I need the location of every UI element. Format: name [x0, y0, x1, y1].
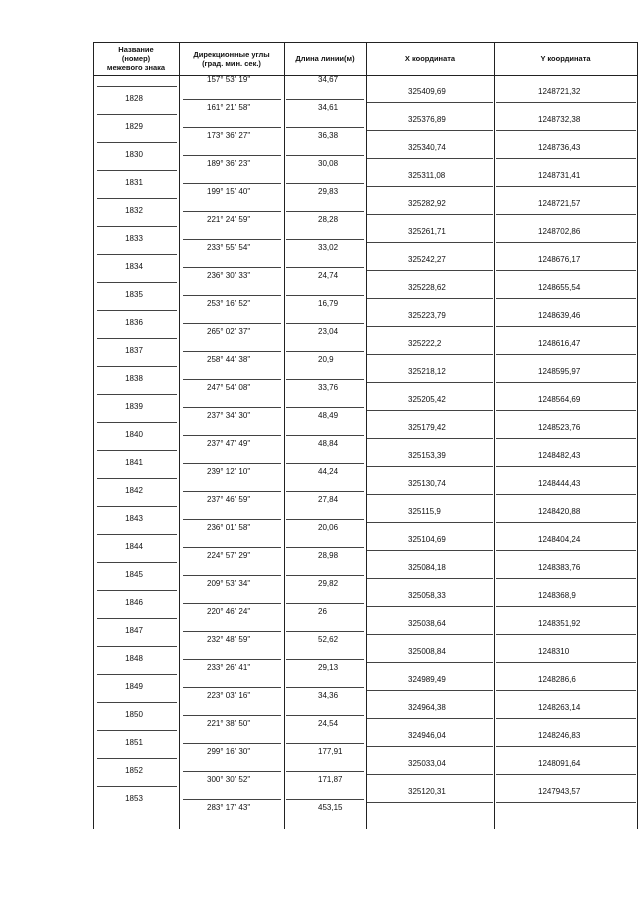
x-coordinate: 325033,04 [408, 759, 446, 768]
line-length: 23,04 [318, 327, 339, 336]
row-divider [97, 170, 177, 171]
row-divider [183, 519, 281, 520]
row-divider [183, 771, 281, 772]
line-length: 28,28 [318, 215, 339, 224]
row-divider [97, 758, 177, 759]
marker-number: 1837 [125, 346, 143, 355]
row-divider [496, 214, 636, 215]
x-coordinate: 325130,74 [408, 479, 446, 488]
row-divider [496, 578, 636, 579]
row-divider [367, 158, 493, 159]
line-length: 34,36 [318, 691, 339, 700]
row-divider [183, 463, 281, 464]
x-coordinate: 325261,71 [408, 227, 446, 236]
row-divider [97, 450, 177, 451]
direction-angle: 221° 38' 50" [207, 719, 251, 728]
row-divider [367, 718, 493, 719]
y-coordinate: 1248351,92 [538, 619, 581, 628]
marker-number: 1850 [125, 710, 143, 719]
row-divider [496, 522, 636, 523]
line-length: 28,98 [318, 551, 339, 560]
row-divider [286, 687, 364, 688]
x-coordinate: 325222,2 [408, 339, 442, 348]
row-divider [97, 198, 177, 199]
row-divider [367, 774, 493, 775]
row-divider [367, 270, 493, 271]
marker-number: 1846 [125, 598, 143, 607]
row-divider [97, 226, 177, 227]
line-length: 30,08 [318, 159, 339, 168]
y-coordinate: 1248368,9 [538, 591, 576, 600]
row-divider [97, 618, 177, 619]
marker-number: 1849 [125, 682, 143, 691]
row-divider [496, 774, 636, 775]
line-length: 27,84 [318, 495, 339, 504]
row-divider [496, 494, 636, 495]
x-coordinate: 325311,08 [408, 171, 446, 180]
direction-angle: 157° 53' 19" [207, 75, 251, 84]
direction-angle: 236° 01' 58" [207, 523, 251, 532]
y-coordinate: 1248736,43 [538, 143, 581, 152]
y-coordinate: 1248595,97 [538, 367, 581, 376]
y-coordinate: 1248310 [538, 647, 570, 656]
row-divider [183, 267, 281, 268]
row-divider [97, 646, 177, 647]
row-divider [97, 254, 177, 255]
row-divider [286, 127, 364, 128]
line-length: 24,54 [318, 719, 339, 728]
row-divider [367, 186, 493, 187]
marker-number: 1853 [125, 794, 143, 803]
x-coordinate: 325228,62 [408, 283, 446, 292]
header-x: X координата [404, 54, 456, 63]
direction-angle: 223° 03' 16" [207, 691, 251, 700]
marker-number: 1844 [125, 542, 143, 551]
x-coordinate: 324946,04 [408, 731, 446, 740]
direction-angle: 232° 48' 59" [207, 635, 251, 644]
marker-number: 1840 [125, 430, 143, 439]
x-coordinate: 325120,31 [408, 787, 446, 796]
marker-number: 1830 [125, 150, 143, 159]
row-divider [496, 662, 636, 663]
row-divider [286, 379, 364, 380]
direction-angle: 283° 17' 43" [207, 803, 251, 812]
row-divider [286, 183, 364, 184]
y-coordinate: 1248639,46 [538, 311, 581, 320]
row-divider [367, 410, 493, 411]
x-coordinate: 325008,84 [408, 647, 446, 656]
row-divider [367, 214, 493, 215]
x-coordinate: 325179,42 [408, 423, 446, 432]
line-length: 52,62 [318, 635, 339, 644]
y-coordinate: 1248564,69 [538, 395, 581, 404]
row-divider [183, 575, 281, 576]
row-divider [496, 102, 636, 103]
row-divider [286, 239, 364, 240]
coordinate-table [93, 42, 638, 829]
line-length: 453,15 [318, 803, 343, 812]
row-divider [97, 310, 177, 311]
row-divider [496, 466, 636, 467]
marker-number: 1847 [125, 626, 143, 635]
row-divider [496, 690, 636, 691]
marker-number: 1831 [125, 178, 143, 187]
row-divider [183, 99, 281, 100]
x-coordinate: 325223,79 [408, 311, 446, 320]
direction-angle: 239° 12' 10" [207, 467, 251, 476]
row-divider [183, 351, 281, 352]
row-divider [496, 186, 636, 187]
direction-angle: 236° 30' 33" [207, 271, 251, 280]
y-coordinate: 1248721,57 [538, 199, 581, 208]
row-divider [183, 295, 281, 296]
row-divider [496, 270, 636, 271]
row-divider [367, 466, 493, 467]
row-divider [496, 718, 636, 719]
row-divider [496, 410, 636, 411]
line-length: 34,67 [318, 75, 339, 84]
x-coordinate: 325084,18 [408, 563, 446, 572]
y-coordinate: 1248286,6 [538, 675, 576, 684]
row-divider [286, 267, 364, 268]
direction-angle: 233° 55' 54" [207, 243, 251, 252]
row-divider [367, 326, 493, 327]
direction-angle: 237° 46' 59" [207, 495, 251, 504]
row-divider [367, 606, 493, 607]
row-divider [183, 603, 281, 604]
row-divider [286, 323, 364, 324]
y-coordinate: 1248383,76 [538, 563, 581, 572]
direction-angle: 189° 36' 23" [207, 159, 251, 168]
row-divider [183, 659, 281, 660]
marker-number: 1836 [125, 318, 143, 327]
row-divider [97, 338, 177, 339]
marker-number: 1832 [125, 206, 143, 215]
header-length: Длина линии(м) [295, 54, 355, 63]
marker-number: 1829 [125, 122, 143, 131]
row-divider [367, 746, 493, 747]
row-divider [183, 631, 281, 632]
table-column-divider-1 [179, 42, 180, 829]
row-divider [367, 802, 493, 803]
row-divider [183, 211, 281, 212]
line-length: 26 [318, 607, 327, 616]
row-divider [286, 463, 364, 464]
direction-angle: 237° 47' 49" [207, 439, 251, 448]
marker-number: 1839 [125, 402, 143, 411]
row-divider [286, 211, 364, 212]
line-length: 171,87 [318, 775, 343, 784]
direction-angle: 173° 36' 27" [207, 131, 251, 140]
row-divider [496, 802, 636, 803]
row-divider [97, 590, 177, 591]
marker-number: 1852 [125, 766, 143, 775]
line-length: 44,24 [318, 467, 339, 476]
row-divider [97, 86, 177, 87]
row-divider [496, 438, 636, 439]
marker-number: 1838 [125, 374, 143, 383]
marker-number: 1848 [125, 654, 143, 663]
row-divider [496, 158, 636, 159]
row-divider [97, 394, 177, 395]
row-divider [367, 550, 493, 551]
row-divider [496, 382, 636, 383]
header-name: Название (номер) межевого знака [106, 45, 166, 72]
row-divider [496, 354, 636, 355]
row-divider [496, 242, 636, 243]
x-coordinate: 325153,39 [408, 451, 446, 460]
row-divider [286, 575, 364, 576]
row-divider [183, 323, 281, 324]
row-divider [286, 435, 364, 436]
row-divider [286, 743, 364, 744]
y-coordinate: 1248731,41 [538, 171, 581, 180]
y-coordinate: 1248246,83 [538, 731, 581, 740]
table-column-divider-4 [494, 42, 495, 829]
row-divider [286, 519, 364, 520]
line-length: 33,02 [318, 243, 339, 252]
direction-angle: 299° 16' 30" [207, 747, 251, 756]
direction-angle: 224° 57' 29" [207, 551, 251, 560]
x-coordinate: 325115,9 [408, 507, 441, 516]
direction-angle: 253° 16' 52" [207, 299, 251, 308]
row-divider [286, 351, 364, 352]
row-divider [286, 659, 364, 660]
row-divider [286, 547, 364, 548]
line-length: 29,13 [318, 663, 339, 672]
line-length: 36,38 [318, 131, 339, 140]
row-divider [97, 478, 177, 479]
row-divider [367, 522, 493, 523]
y-coordinate: 1248444,43 [538, 479, 581, 488]
x-coordinate: 325038,64 [408, 619, 446, 628]
direction-angle: 233° 26' 41" [207, 663, 251, 672]
x-coordinate: 325058,33 [408, 591, 446, 600]
row-divider [183, 379, 281, 380]
direction-angle: 300° 30' 52" [207, 775, 251, 784]
marker-number: 1851 [125, 738, 143, 747]
x-coordinate: 325104,69 [408, 535, 446, 544]
y-coordinate: 1248482,43 [538, 451, 581, 460]
row-divider [183, 687, 281, 688]
x-coordinate: 324989,49 [408, 675, 446, 684]
row-divider [286, 155, 364, 156]
line-length: 29,83 [318, 187, 339, 196]
row-divider [286, 295, 364, 296]
direction-angle: 161° 21' 58" [207, 103, 251, 112]
marker-number: 1845 [125, 570, 143, 579]
row-divider [367, 662, 493, 663]
table-border-right [637, 42, 638, 829]
y-coordinate: 1248263,14 [538, 703, 581, 712]
marker-number: 1835 [125, 290, 143, 299]
direction-angle: 247° 54' 08" [207, 383, 251, 392]
row-divider [97, 366, 177, 367]
row-divider [367, 634, 493, 635]
row-divider [367, 438, 493, 439]
x-coordinate: 325242,27 [408, 255, 446, 264]
direction-angle: 221° 24' 59" [207, 215, 251, 224]
direction-angle: 209° 53' 34" [207, 579, 251, 588]
row-divider [183, 547, 281, 548]
line-length: 20,06 [318, 523, 339, 532]
row-divider [183, 127, 281, 128]
row-divider [183, 183, 281, 184]
line-length: 33,76 [318, 383, 339, 392]
marker-number: 1834 [125, 262, 143, 271]
row-divider [97, 702, 177, 703]
direction-angle: 220° 46' 24" [207, 607, 251, 616]
row-divider [496, 634, 636, 635]
row-divider [496, 130, 636, 131]
x-coordinate: 325218,12 [408, 367, 446, 376]
row-divider [183, 407, 281, 408]
row-divider [183, 743, 281, 744]
row-divider [97, 114, 177, 115]
row-divider [183, 155, 281, 156]
y-coordinate: 1248721,32 [538, 87, 581, 96]
row-divider [367, 578, 493, 579]
row-divider [97, 674, 177, 675]
row-divider [183, 435, 281, 436]
row-divider [367, 298, 493, 299]
row-divider [496, 298, 636, 299]
x-coordinate: 325340,74 [408, 143, 446, 152]
y-coordinate: 1248404,24 [538, 535, 581, 544]
row-divider [183, 239, 281, 240]
row-divider [367, 382, 493, 383]
marker-number: 1842 [125, 486, 143, 495]
y-coordinate: 1248676,17 [538, 255, 581, 264]
row-divider [97, 534, 177, 535]
marker-number: 1828 [125, 94, 143, 103]
y-coordinate: 1248616,47 [538, 339, 581, 348]
row-divider [97, 786, 177, 787]
y-coordinate: 1248420,88 [538, 507, 581, 516]
row-divider [367, 130, 493, 131]
y-coordinate: 1247943,57 [538, 787, 581, 796]
row-divider [97, 506, 177, 507]
row-divider [286, 491, 364, 492]
row-divider [97, 142, 177, 143]
row-divider [286, 99, 364, 100]
y-coordinate: 1248655,54 [538, 283, 581, 292]
x-coordinate: 324964,38 [408, 703, 446, 712]
row-divider [286, 715, 364, 716]
row-divider [286, 603, 364, 604]
row-divider [496, 550, 636, 551]
row-divider [97, 730, 177, 731]
direction-angle: 199° 15' 40" [207, 187, 251, 196]
x-coordinate: 325376,89 [408, 115, 446, 124]
table-border-left [93, 42, 94, 829]
row-divider [496, 606, 636, 607]
y-coordinate: 1248732,38 [538, 115, 581, 124]
x-coordinate: 325205,42 [408, 395, 446, 404]
row-divider [286, 631, 364, 632]
row-divider [367, 242, 493, 243]
row-divider [367, 690, 493, 691]
row-divider [183, 715, 281, 716]
row-divider [367, 494, 493, 495]
line-length: 29,82 [318, 579, 339, 588]
line-length: 16,79 [318, 299, 339, 308]
marker-number: 1833 [125, 234, 143, 243]
line-length: 34,61 [318, 103, 339, 112]
line-length: 48,49 [318, 411, 339, 420]
row-divider [97, 562, 177, 563]
x-coordinate: 325282,92 [408, 199, 446, 208]
row-divider [183, 491, 281, 492]
line-length: 48,84 [318, 439, 339, 448]
y-coordinate: 1248091,64 [538, 759, 581, 768]
row-divider [286, 799, 364, 800]
row-divider [97, 422, 177, 423]
direction-angle: 265° 02' 37" [207, 327, 251, 336]
line-length: 177,91 [318, 747, 343, 756]
direction-angle: 258° 44' 38" [207, 355, 251, 364]
marker-number: 1843 [125, 514, 143, 523]
row-divider [496, 326, 636, 327]
row-divider [97, 282, 177, 283]
row-divider [286, 407, 364, 408]
row-divider [496, 746, 636, 747]
line-length: 24,74 [318, 271, 339, 280]
y-coordinate: 1248702,86 [538, 227, 581, 236]
row-divider [367, 354, 493, 355]
row-divider [367, 102, 493, 103]
header-y: Y координата [540, 54, 591, 63]
row-divider [286, 771, 364, 772]
y-coordinate: 1248523,76 [538, 423, 581, 432]
direction-angle: 237° 34' 30" [207, 411, 251, 420]
x-coordinate: 325409,69 [408, 87, 446, 96]
marker-number: 1841 [125, 458, 143, 467]
header-angle: Дирекционные углы (град. мин. сек.) [193, 49, 270, 68]
row-divider [183, 799, 281, 800]
line-length: 20,9 [318, 355, 334, 364]
